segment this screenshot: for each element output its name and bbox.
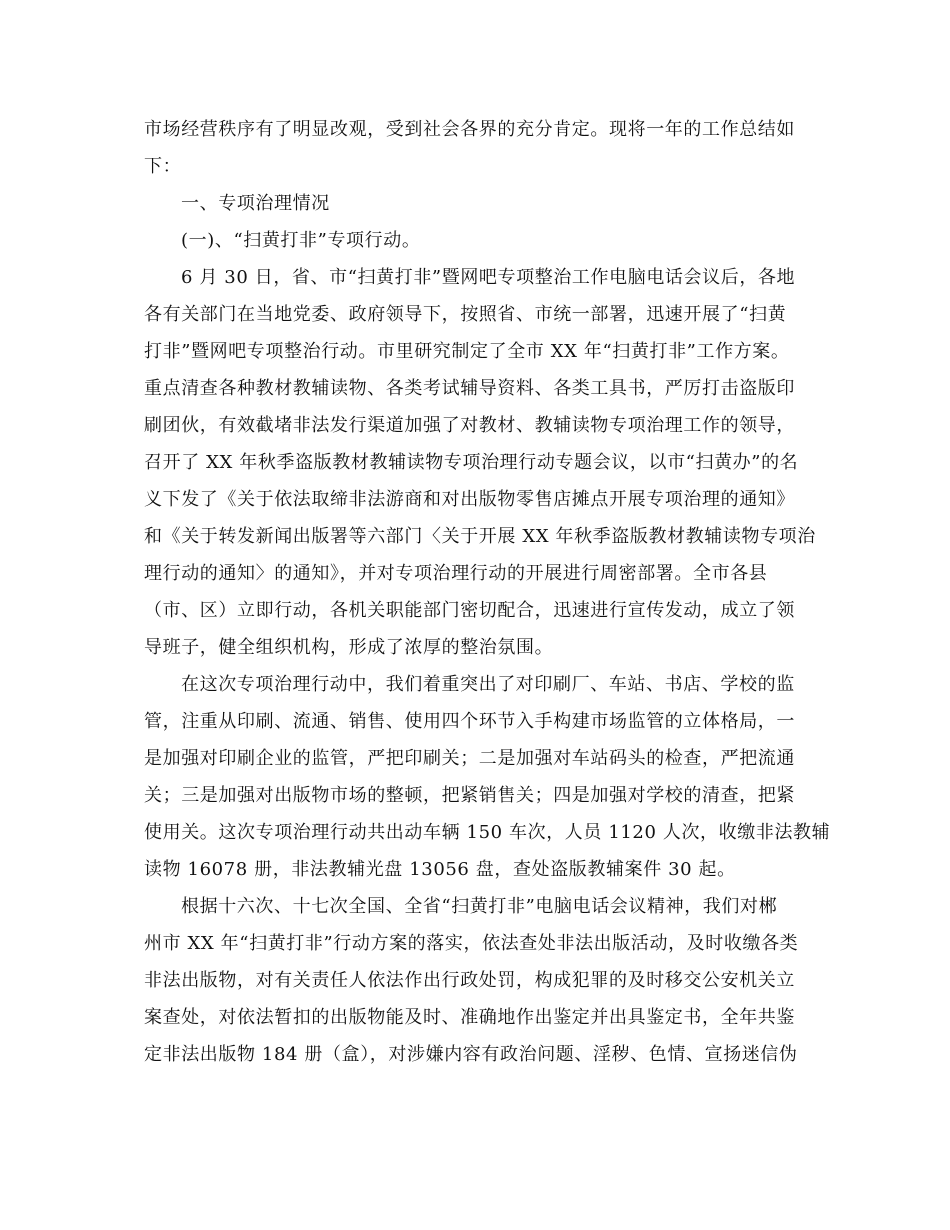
text-line: （市、区）立即行动，各机关职能部门密切配合，迅速进行宣传发动，成立了领 (144, 600, 795, 621)
text-line: 关；三是加强对出版物市场的整顿，把紧销售关；四是加强对学校的清查，把紧 (144, 785, 795, 806)
text-line: 导班子，健全组织机构，形成了浓厚的整治氛围。 (144, 637, 554, 658)
section-heading: 一、专项治理情况 (181, 193, 330, 214)
text-line: 读物 16078 册，非法教辅光盘 13056 盘，查处盗版教辅案件 30 起。 (144, 859, 736, 880)
text-line: 使用关。这次专项治理行动共出动车辆 150 车次，人员 1120 人次，收缴非法教辅 (144, 822, 831, 843)
text-line: 市场经营秩序有了明显改观，受到社会各界的充分肯定。现将一年的工作总结如 (144, 119, 795, 140)
text-line: 根据十六次、十七次全国、全省“扫黄打非”电脑电话会议精神，我们对郴 (181, 896, 778, 917)
text-line: 打非”暨网吧专项整治行动。市里研究制定了全市 XX 年“扫黄打非”工作方案。 (144, 341, 790, 362)
text-line: 召开了 XX 年秋季盗版教材教辅读物专项治理行动专题会议，以市“扫黄办”的名 (144, 452, 799, 473)
text-line: 管，注重从印刷、流通、销售、使用四个环节入手构建市场监管的立体格局，一 (144, 711, 795, 732)
text-line: 理行动的通知〉的通知》，并对专项治理行动的开展进行周密部署。全市各县 (144, 563, 768, 584)
text-line: 案查处，对依法暂扣的出版物能及时、准确地作出鉴定并出具鉴定书，全年共鉴 (144, 1007, 795, 1028)
text-line: 各有关部门在当地党委、政府领导下，按照省、市统一部署，迅速开展了“扫黄 (144, 304, 787, 325)
text-line: 在这次专项治理行动中，我们着重突出了对印刷厂、车站、书店、学校的监 (181, 674, 795, 695)
text-line: 非法出版物，对有关责任人依法作出行政处罚，构成犯罪的及时移交公安机关立 (144, 970, 795, 991)
text-line: 和《关于转发新闻出版署等六部门〈关于开展 XX 年秋季盗版教材教辅读物专项治 (144, 526, 816, 547)
subsection-heading: (一)、“扫黄打非”专项行动。 (181, 230, 421, 251)
text-line: 定非法出版物 184 册（盒），对涉嫌内容有政治问题、淫秽、色情、宣扬迷信伪 (144, 1044, 798, 1065)
text-line: 是加强对印刷企业的监管，严把印刷关；二是加强对车站码头的检查，严把流通 (144, 748, 795, 769)
text-line: 6 月 30 日，省、市“扫黄打非”暨网吧专项整治工作电脑电话会议后，各地 (181, 267, 796, 288)
text-line: 刷团伙，有效截堵非法发行渠道加强了对教材、教辅读物专项治理工作的领导， (144, 415, 795, 436)
text-line: 重点清查各种教材教辅读物、各类考试辅导资料、各类工具书，严厉打击盗版印 (144, 378, 795, 399)
text-line: 义下发了《关于依法取缔非法游商和对出版物零售店摊点开展专项治理的通知》 (144, 489, 795, 510)
text-line: 州市 XX 年“扫黄打非”行动方案的落实，依法查处非法出版活动，及时收缴各类 (144, 933, 799, 954)
text-line: 下： (144, 156, 182, 177)
